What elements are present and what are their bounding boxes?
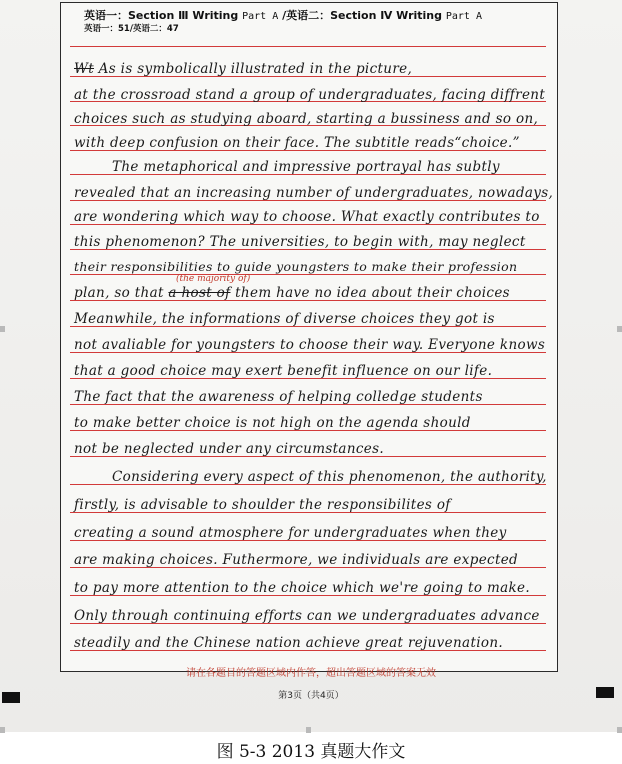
struck-phrase: a host of — [168, 285, 231, 301]
struck-word: Wt — [74, 61, 95, 77]
essay-line: not be neglected under any circumstances. — [74, 441, 385, 457]
essay-line: to pay more attention to the choice which we're going to make. — [74, 580, 531, 596]
essay-line: The metaphorical and impressive portrayal has subtly — [112, 159, 500, 175]
alignment-marker-left — [2, 692, 20, 703]
question-numbers: 英语一：51/英语二：47 — [84, 24, 179, 34]
handwritten-insertion: (the majority of) — [176, 274, 251, 284]
essay-line: that a good choice may exert benefit influence on our life. — [74, 363, 493, 379]
essay-line: Meanwhile, the informations of diverse choices they got is — [74, 311, 495, 327]
essay-line: Wt As is symbolically illustrated in the picture, — [74, 61, 413, 77]
essay-line: Considering every aspect of this phenomenon, the authority, — [112, 469, 547, 485]
answer-area-warning: 请在各题目的答题区域内作答，超出答题区域的答案无效 — [186, 668, 436, 679]
ruled-line — [70, 46, 546, 47]
crop-handle — [617, 326, 622, 332]
essay-line: creating a sound atmosphere for undergraduates when they — [74, 525, 507, 541]
essay-line: choices such as studying aboard, starting a bussiness and so on, — [74, 111, 539, 127]
essay-line: firstly, is advisable to shoulder the responsibilites of — [74, 497, 451, 513]
crop-handle — [0, 326, 5, 332]
essay-line: are wondering which way to choose. What exactly contributes to — [74, 209, 540, 225]
essay-line: revealed that an increasing number of undergraduates, nowadays, — [74, 185, 554, 201]
essay-line: Only through continuing efforts can we undergraduates advance — [74, 608, 540, 624]
essay-line: not avaliable for youngsters to choose their way. Everyone knows — [74, 337, 546, 353]
essay-line: plan, so that a host of them have no idea about their choices — [74, 285, 510, 301]
page-number: 第3页（共4页） — [278, 691, 344, 701]
essay-line: with deep confusion on their face. The subtitle reads“choice.” — [74, 135, 520, 151]
alignment-marker-right — [596, 687, 614, 698]
crop-handle — [306, 727, 311, 733]
essay-line: The fact that the awareness of helping colledge students — [74, 389, 483, 405]
essay-line: their responsibilities to guide youngsters to make their profession — [74, 259, 518, 274]
figure-caption: 图 5-3 2013 真题大作文 — [216, 742, 406, 762]
section-title: 英语一：Section Ⅲ Writing Part A /英语二：Section Ⅳ Writing Part A — [84, 9, 482, 22]
essay-line: at the crossroad stand a group of undergraduates, facing diffrent — [74, 87, 546, 103]
essay-line: steadily and the Chinese nation achieve great rejuvenation. — [74, 635, 504, 651]
essay-line: this phenomenon? The universities, to begin with, may neglect — [74, 234, 526, 250]
essay-line: to make better choice is not high on the agenda should — [74, 415, 471, 431]
crop-handle — [0, 727, 5, 733]
crop-handle — [617, 727, 622, 733]
essay-line: are making choices. Futhermore, we individuals are expected — [74, 552, 519, 568]
